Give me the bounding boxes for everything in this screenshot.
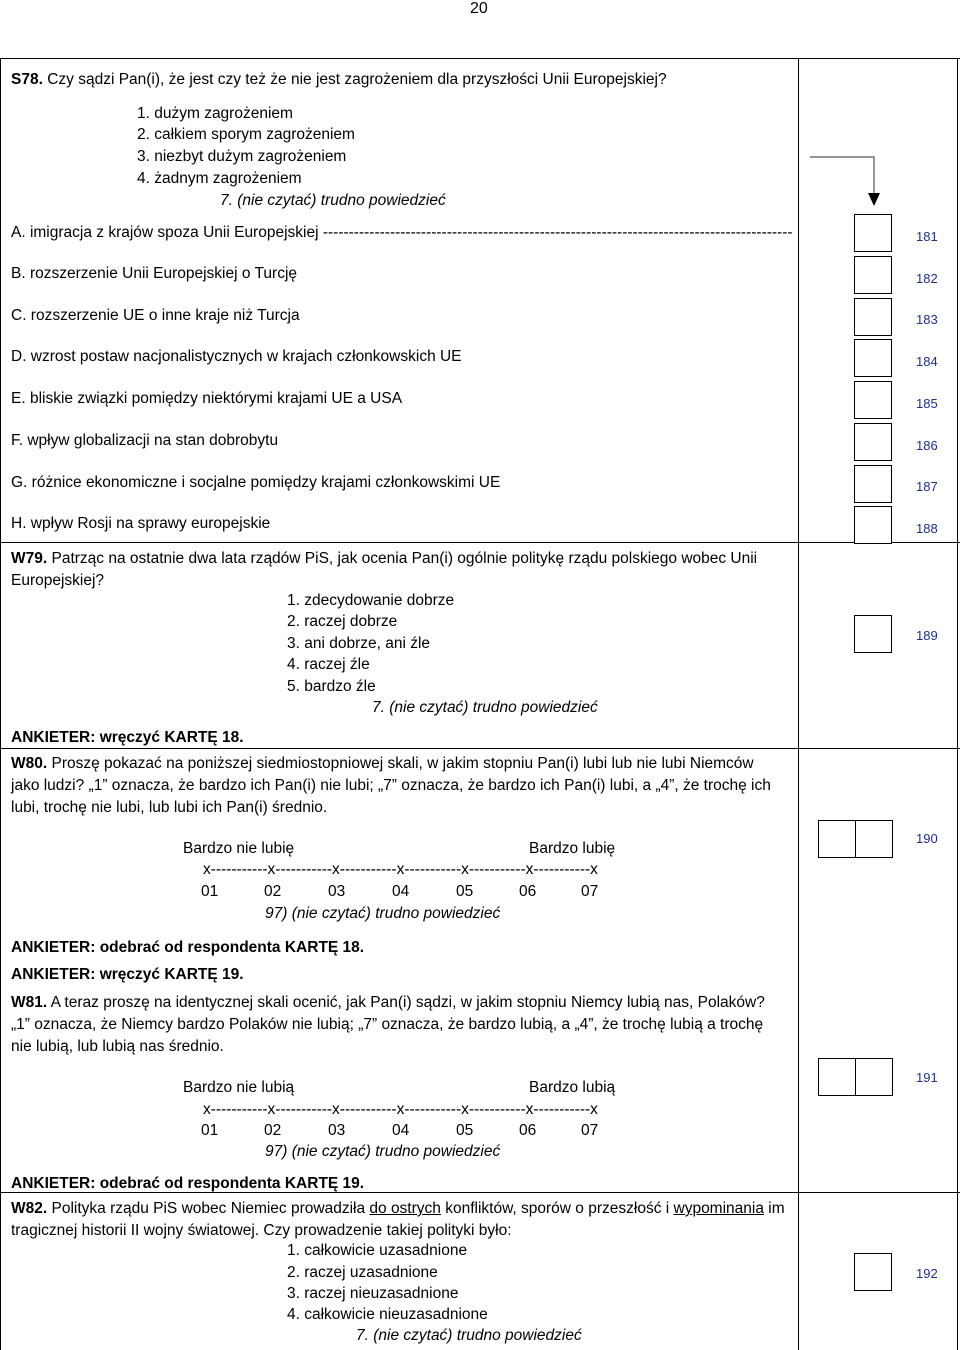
question-w80 (11, 753, 786, 819)
question-label: W81. (11, 994, 48, 1011)
answer-option: 2. raczej uzasadnione (287, 1264, 438, 1281)
scale-number: 04 (392, 883, 410, 900)
answer-option: 4. raczej źle (287, 656, 370, 673)
scale-number: 06 (519, 883, 537, 900)
frame-left-rule (0, 58, 1, 1350)
underlined-phrase: wypominania (673, 1200, 764, 1217)
page-number: 20 (470, 0, 488, 17)
column-code: 192 (916, 1266, 938, 1281)
sub-item-f: F. wpływ globalizacji na stan dobrobytu (11, 432, 279, 449)
answer-option: 4. całkowicie nieuzasadnione (287, 1306, 488, 1323)
sub-item-g: G. różnice ekonomiczne i socjalne pomiędzy krajami członkowskimi UE (11, 474, 501, 491)
scale-line: x-----------x-----------x-----------x-----------x-----------x-----------x (203, 1101, 598, 1118)
answer-option: 4. żadnym zagrożeniem (137, 170, 302, 187)
answer-box-digit1[interactable] (818, 820, 856, 858)
question-text-part: konfliktów, sporów o przeszłość i (440, 1200, 674, 1217)
answer-box[interactable] (854, 381, 892, 419)
column-code: 184 (916, 354, 938, 369)
answer-option: 1. zdecydowanie dobrze (287, 592, 455, 609)
answer-option: 1. dużym zagrożeniem (137, 105, 293, 122)
question-label: W80. (11, 755, 48, 772)
scale-number: 01 (201, 883, 219, 900)
scale-number: 01 (201, 1122, 219, 1139)
answer-box[interactable] (854, 423, 892, 461)
sub-item-a: A. imigracja z krajów spoza Unii Europejskiej ------------------------------------------------------------------------------------------- (11, 224, 793, 241)
scale-number: 07 (581, 883, 599, 900)
dont-know-option: 7. (nie czytać) trudno powiedzieć (356, 1327, 582, 1344)
interviewer-instruction: ANKIETER: wręczyć KARTĘ 19. (11, 966, 244, 983)
answer-box-digit2[interactable] (855, 1058, 893, 1096)
frame-right-rule (957, 58, 958, 1350)
column-code: 181 (916, 229, 938, 244)
question-label: W82. (11, 1200, 48, 1217)
scale-right-label: Bardzo lubią (529, 1079, 616, 1096)
scale-number: 05 (456, 1122, 474, 1139)
answer-box[interactable] (854, 298, 892, 336)
question-text-part: Polityka rządu PiS wobec Niemiec prowadziła (47, 1200, 370, 1217)
interviewer-instruction: ANKIETER: odebrać od respondenta KARTĘ 19. (11, 1175, 365, 1192)
answer-box-digit2[interactable] (855, 820, 893, 858)
column-code: 188 (916, 521, 938, 536)
sub-item-b: B. rozszerzenie Unii Europejskiej o Turcję (11, 265, 298, 282)
answer-box[interactable] (854, 615, 892, 653)
answer-option: 3. ani dobrze, ani źle (287, 635, 431, 652)
answer-box[interactable] (854, 214, 892, 252)
question-w79 (11, 548, 781, 592)
scale-number: 02 (264, 883, 282, 900)
question-text: Patrząc na ostatnie dwa lata rządów PiS, jak ocenia Pan(i) ogólnie politykę rządu polskiego wobec Unii Europejskiej? (11, 550, 758, 589)
dont-know-option: 7. (nie czytać) trudno powiedzieć (372, 699, 598, 716)
section-divider (0, 748, 960, 749)
answer-box[interactable] (854, 256, 892, 294)
answer-box[interactable] (854, 339, 892, 377)
answer-box[interactable] (854, 506, 892, 544)
scale-right-label: Bardzo lubię (529, 840, 616, 857)
column-code: 183 (916, 312, 938, 327)
scale-number: 03 (328, 1122, 346, 1139)
scale-number: 05 (456, 883, 474, 900)
column-code: 190 (916, 831, 938, 846)
sub-item-c: C. rozszerzenie UE o inne kraje niż Turcja (11, 307, 300, 324)
column-divider (798, 58, 799, 1350)
interviewer-instruction: ANKIETER: wręczyć KARTĘ 18. (11, 729, 244, 746)
question-text: A teraz proszę na identycznej skali ocenić, jak Pan(i) sądzi, w jakim stopniu Niemcy lubią nas, Polaków? „1” oznacza, że Niemcy bardzo Polaków nie lubią; „7” oznacza, że bardzo lubią, a „4”, że trochę lubią a trochę nie lubią, lub lubią nas średnio. (11, 994, 765, 1055)
question-s78 (11, 71, 667, 89)
answer-option: 1. całkowicie uzasadnione (287, 1242, 468, 1259)
answer-box-digit1[interactable] (818, 1058, 856, 1096)
dont-know-option: 97) (nie czytać) trudno powiedzieć (265, 1143, 501, 1160)
question-label: S78. (11, 71, 43, 88)
column-code: 189 (916, 628, 938, 643)
column-code: 186 (916, 438, 938, 453)
question-label: W79. (11, 550, 48, 567)
question-text: Proszę pokazać na poniższej siedmiostopniowej skali, w jakim stopniu Pan(i) lubi lub nie lubi Niemców jako ludzi? „1” oznacza, że bardzo ich Pan(i) nie lubi; „7” oznacza, że bardzo ich Pan(i) lubi, a „4”, że trochę ich lubi, trochę nie lubi, lub lubi ich Pan(i) średnio. (11, 755, 771, 816)
sub-item-h: H. wpływ Rosji na sprawy europejskie (11, 515, 271, 532)
scale-left-label: Bardzo nie lubię (183, 840, 295, 857)
dont-know-option: 97) (nie czytać) trudno powiedzieć (265, 905, 501, 922)
column-code: 191 (916, 1070, 938, 1085)
underlined-phrase: do ostrych (369, 1200, 441, 1217)
answer-box[interactable] (854, 465, 892, 503)
routing-arrow-icon (808, 150, 888, 210)
scale-left-label: Bardzo nie lubią (183, 1079, 295, 1096)
dont-know-option: 7. (nie czytać) trudno powiedzieć (220, 192, 446, 209)
answer-option: 2. raczej dobrze (287, 613, 398, 630)
interviewer-instruction: ANKIETER: odebrać od respondenta KARTĘ 18. (11, 939, 365, 956)
answer-box[interactable] (854, 1253, 892, 1291)
sub-item-d: D. wzrost postaw nacjonalistycznych w krajach członkowskich UE (11, 348, 462, 365)
scale-number: 03 (328, 883, 346, 900)
scale-number: 04 (392, 1122, 410, 1139)
column-code: 185 (916, 396, 938, 411)
scale-line: x-----------x-----------x-----------x-----------x-----------x-----------x (203, 861, 598, 878)
sub-item-e: E. bliskie związki pomiędzy niektórymi krajami UE a USA (11, 390, 403, 407)
question-text-part: im tragicznej historii II wojny światowej. Czy prowadzenie takiej polityki było: (11, 1200, 785, 1239)
scale-number: 07 (581, 1122, 599, 1139)
scale-number: 06 (519, 1122, 537, 1139)
question-w82 (11, 1198, 786, 1242)
column-code: 187 (916, 479, 938, 494)
answer-option: 3. raczej nieuzasadnione (287, 1285, 459, 1302)
answer-option: 5. bardzo źle (287, 678, 376, 695)
section-divider (0, 542, 960, 543)
scale-number: 02 (264, 1122, 282, 1139)
answer-option: 3. niezbyt dużym zagrożeniem (137, 148, 347, 165)
frame-top-rule (0, 58, 960, 59)
answer-option: 2. całkiem sporym zagrożeniem (137, 126, 355, 143)
question-text: Czy sądzi Pan(i), że jest czy też że nie jest zagrożeniem dla przyszłości Unii Europejskiej? (42, 71, 667, 88)
question-w81 (11, 992, 781, 1058)
column-code: 182 (916, 271, 938, 286)
